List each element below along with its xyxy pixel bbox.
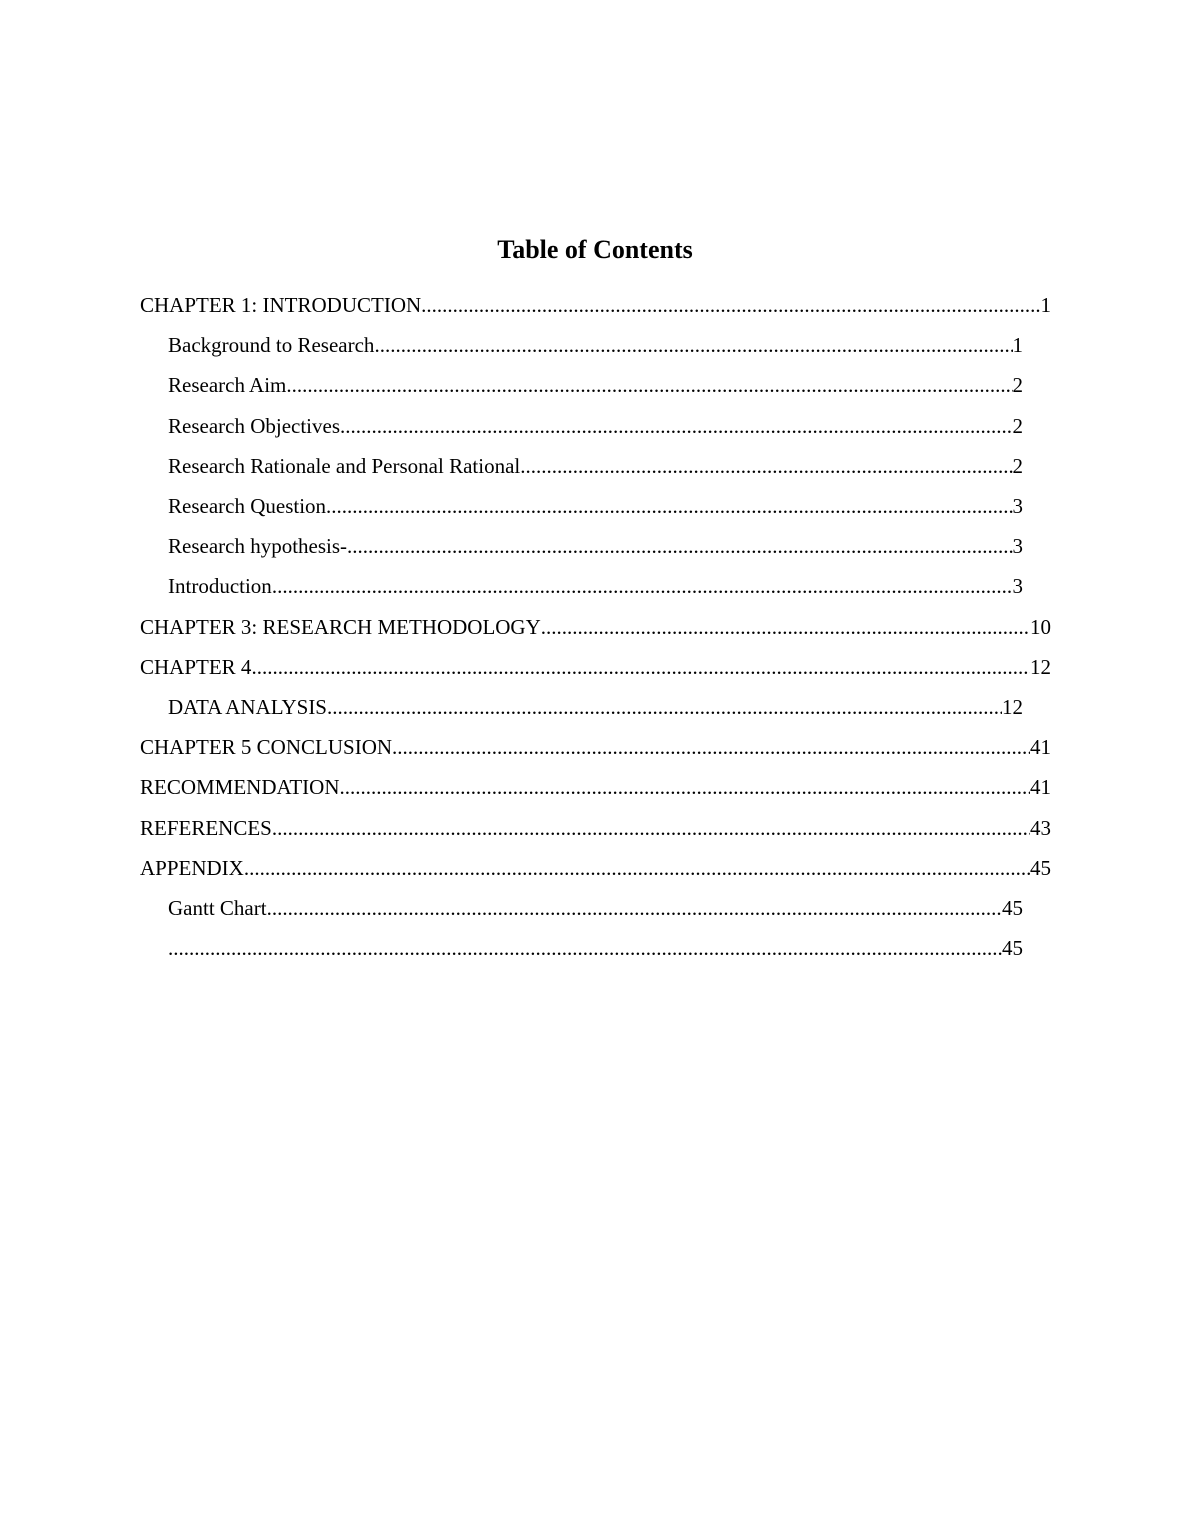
toc-dot-leader xyxy=(340,772,1031,802)
toc-page-number: 2 xyxy=(1012,453,1023,478)
toc-entry-label: CHAPTER 3: RESEARCH METHODOLOGY xyxy=(140,614,541,639)
toc-entry[interactable] xyxy=(168,531,1023,561)
toc-entry-label: Background to Research xyxy=(168,333,375,358)
toc-page-number: 3 xyxy=(1012,574,1023,599)
toc-entry-label: APPENDIX xyxy=(140,855,244,880)
toc-dot-leader xyxy=(168,933,1002,963)
toc-page-number: 12 xyxy=(1002,695,1023,719)
toc-entry[interactable] xyxy=(140,652,1051,682)
toc-page-number: 45 xyxy=(1030,855,1051,880)
toc-entry[interactable] xyxy=(140,732,1051,762)
toc-page-number: 2 xyxy=(1012,373,1023,398)
toc-page-number: 41 xyxy=(1030,775,1051,800)
toc-title: Table of Contents xyxy=(497,235,693,264)
toc-page-number: 3 xyxy=(1012,494,1023,518)
toc-dot-leader xyxy=(541,612,1030,642)
toc-dot-leader xyxy=(421,290,1040,320)
toc-entry-label: Research hypothesis- xyxy=(168,534,348,559)
toc-page-number: 12 xyxy=(1030,654,1051,679)
toc-page-number: 43 xyxy=(1030,815,1051,840)
toc-dot-leader xyxy=(286,370,1012,400)
toc-dot-leader xyxy=(326,491,1012,521)
toc-page-number: 45 xyxy=(1002,936,1023,961)
toc-entry-label: Research Question xyxy=(168,494,327,518)
toc-entry[interactable] xyxy=(168,370,1023,400)
toc-dot-leader xyxy=(340,411,1012,441)
toc-entry-label: Introduction xyxy=(168,574,272,599)
toc-dot-leader xyxy=(392,732,1030,762)
toc-dot-leader xyxy=(244,853,1030,883)
toc-dot-leader xyxy=(267,893,1002,923)
toc-dot-leader xyxy=(251,652,1030,682)
toc-entry-label: RECOMMENDATION xyxy=(140,775,340,800)
toc-dot-leader xyxy=(347,531,1012,561)
toc-entry[interactable] xyxy=(168,571,1023,601)
toc-entry-label: Gantt Chart xyxy=(168,896,267,920)
toc-dot-leader xyxy=(520,451,1012,481)
toc-entry-label: CHAPTER 5 CONCLUSION xyxy=(140,735,393,760)
toc-dot-leader xyxy=(374,330,1012,360)
toc-entry-label: Research Aim xyxy=(168,373,287,398)
toc-page-number: 3 xyxy=(1012,534,1023,559)
toc-entry-label: REFERENCES xyxy=(140,815,272,840)
toc-entry[interactable] xyxy=(168,411,1023,441)
toc-entry[interactable] xyxy=(168,330,1023,360)
toc-entry-label: CHAPTER 4 xyxy=(140,654,252,679)
toc-dot-leader xyxy=(327,692,1002,722)
toc-dot-leader xyxy=(272,571,1013,601)
toc-entry[interactable] xyxy=(168,933,1023,963)
toc-page-number: 1 xyxy=(1040,293,1051,317)
toc-entry[interactable] xyxy=(168,491,1023,521)
toc-page-number: 1 xyxy=(1012,333,1023,358)
toc-entry[interactable] xyxy=(140,813,1051,843)
toc-page-number: 10 xyxy=(1030,614,1051,639)
toc-dot-leader xyxy=(272,813,1030,843)
toc-entry[interactable] xyxy=(168,893,1023,923)
toc-page-number: 41 xyxy=(1030,735,1051,760)
toc-entry[interactable] xyxy=(168,451,1023,481)
toc-entry[interactable] xyxy=(140,612,1051,642)
toc-entry[interactable] xyxy=(140,772,1051,802)
toc-entry-label: DATA ANALYSIS xyxy=(168,695,327,719)
toc-entry[interactable] xyxy=(140,290,1051,320)
toc-entry[interactable] xyxy=(140,853,1051,883)
toc-page-number: 2 xyxy=(1012,413,1023,438)
toc-entry[interactable] xyxy=(168,692,1023,722)
toc-entry-label: Research Objectives xyxy=(168,413,341,438)
toc-entry-label: CHAPTER 1: INTRODUCTION xyxy=(140,293,422,317)
toc-entry-label: Research Rationale and Personal Rational xyxy=(168,453,521,478)
toc-page-number: 45 xyxy=(1002,896,1023,920)
